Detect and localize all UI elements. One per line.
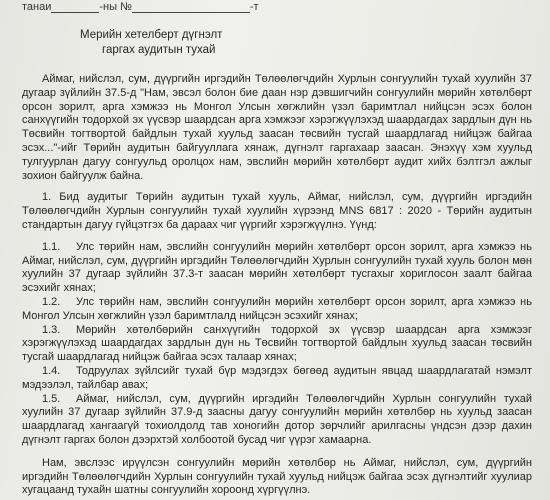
duties-list (22, 241, 532, 448)
reference-line (22, 0, 259, 13)
list-item-number: 1.1. (42, 240, 61, 253)
list-item (22, 324, 532, 365)
reference-date-blank (51, 0, 99, 13)
list-item (22, 241, 532, 296)
subject-line-2: гаргах аудитын тухай (102, 44, 216, 56)
reference-prefix: танаи (22, 1, 52, 13)
list-item (22, 393, 532, 448)
reference-suffix: -т (249, 1, 259, 13)
list-item-text: Улс төрийн нам, эвслийн сонгуулийн мөрийн хөтөлбөрт орсон зорилт, арга хэмжээ нь Монгол Улсын хөгжлийн үзэл баримтлалд нийцсэн эсэхийг хянах; (22, 295, 532, 322)
list-item-number: 1.4. (42, 364, 61, 377)
list-item-text: Тодруулах зүйлсийг тухай бүр мэдэгдэх бөгөөд аудитын явцад шаардлагатай нэмэлт мэдээлэл, тайлбар авах; (22, 364, 532, 391)
reference-no-label: -ны № (99, 1, 132, 13)
closing-paragraph: Нам, эвслээс ирүүлсэн сонгуулийн мөрийн хөтөлбөр нь Аймаг, нийслэл, сум, дүүргийн иргэдийн Төлөөлөгчдийн Хурлын сонгуулийн тухай хуульд нийцэж байгаа эсэх дүгнэлтийг хуулиар хугацаанд тухайн шатны сонгуулийн хороонд хүргүүлнэ. (22, 456, 532, 497)
list-item (22, 365, 532, 393)
letter-subject (80, 28, 222, 58)
reference-number-blank (132, 0, 250, 13)
intro-paragraph: Аймаг, нийслэл, сум, дүүргийн иргэдийн Төлөөлөгчдийн Хурлын сонгуулийн тухай хуулийн 37 дугаар зүйлийн 37.5-д "Нам, эвсэл болон бие даан нэр дэвшигчийн сонгуулийн мөрийн хөтөлбөрт орсон зорилт, арга хэмжээ нь Монгол Улсын хөгжлийн үзэл баримтлал нийцсэн эсэх болон санхүүгийн тодорхой эх үүсвэр шаардсан арга хэмжээг хэрэгжүүлэхэд шаардагдах зардлын дүн нь Төсвийн тогтвортой байдлын тухай хуульд заасан төсвийн тусгай шаардлагад нийцэж байгаа эсэх..."-ийг Төрийн аудитын байгууллага хянаж, дүгнэлт гаргахаар заасан. Энэхүү хэм хуульд тулгуурлан дагуу сонгуульд оролцох нам, эвслийн мөрийн хөтөлбөрт аудит хийх бэлтгэл ажлыг зохион байгуулж байна. (22, 73, 532, 182)
list-item-number: 1.5. (42, 392, 61, 405)
list-item-number: 1.2. (42, 295, 61, 308)
letter-body (22, 73, 532, 500)
scope-paragraph: 1. Бид аудитыг Төрийн аудитын тухай хууль, Аймаг, нийслэл, сум, дүүргийн иргэдийн Төлөөлөгчдийн Хурлын сонгуулийн тухай хуулийн хүрээнд MNS 6817 : 2020 - Төрийн аудитын стандартын дагуу гүйцэтгэх ба дараах чиг үүргийг хэрэгжүүлнэ. Үүнд: (22, 191, 532, 231)
list-item-text: Аймаг, нийслэл, сум, дүүргийн иргэдийн Төлөөлөгчдийн Хурлын сонгуулийн тухай хуулийн 37 дугаар зүйлийн 37.9-д заасны дагуу сонгуулийн мөрийн хөтөлбөр нь хуульд заасан шаардлагад хангаагүй тохиолдолд тав хоногийн дотор зөрчлийг арилгасны үндсэн дээр дахин дүгнэлт гаргах болон дээрхтэй холбоотой бусад чиг үүрэг хамаарна. (22, 392, 532, 446)
list-item-text: Улс төрийн нам, эвслийн сонгуулийн мөрийн хөтөлбөрт орсон зорилт, арга хэмжээ нь Аймаг, нийслэл, сум, дүүргийн иргэдийн Төлөөлөгчдийн Хурлын сонгуулийн тухай хууль болон мөн хуулийн 37 дугаар зүйлийн 37.3-т заасан мөрийн хөтөлбөрт тусгахыг хориглосон заалт байгаа эсэхийг хянах; (22, 240, 532, 295)
subject-line-1: Мерийн хетелберт дүгнэлт (80, 29, 223, 41)
list-item (22, 296, 532, 324)
list-item-number: 1.3. (42, 323, 61, 336)
list-item-text: Мөрийн хөтөлбөрийн санхүүгийн тодорхой эх үүсвэр шаардсан арга хэмжээг хэрэгжүүлэхэд шаардагдах зардлын дүн нь Төсвийн тогтвортой байдлын хуульд заасан төсвийн тусгай шаардлагад нийцэж байгаа эсэх талаар хянах; (22, 323, 532, 364)
